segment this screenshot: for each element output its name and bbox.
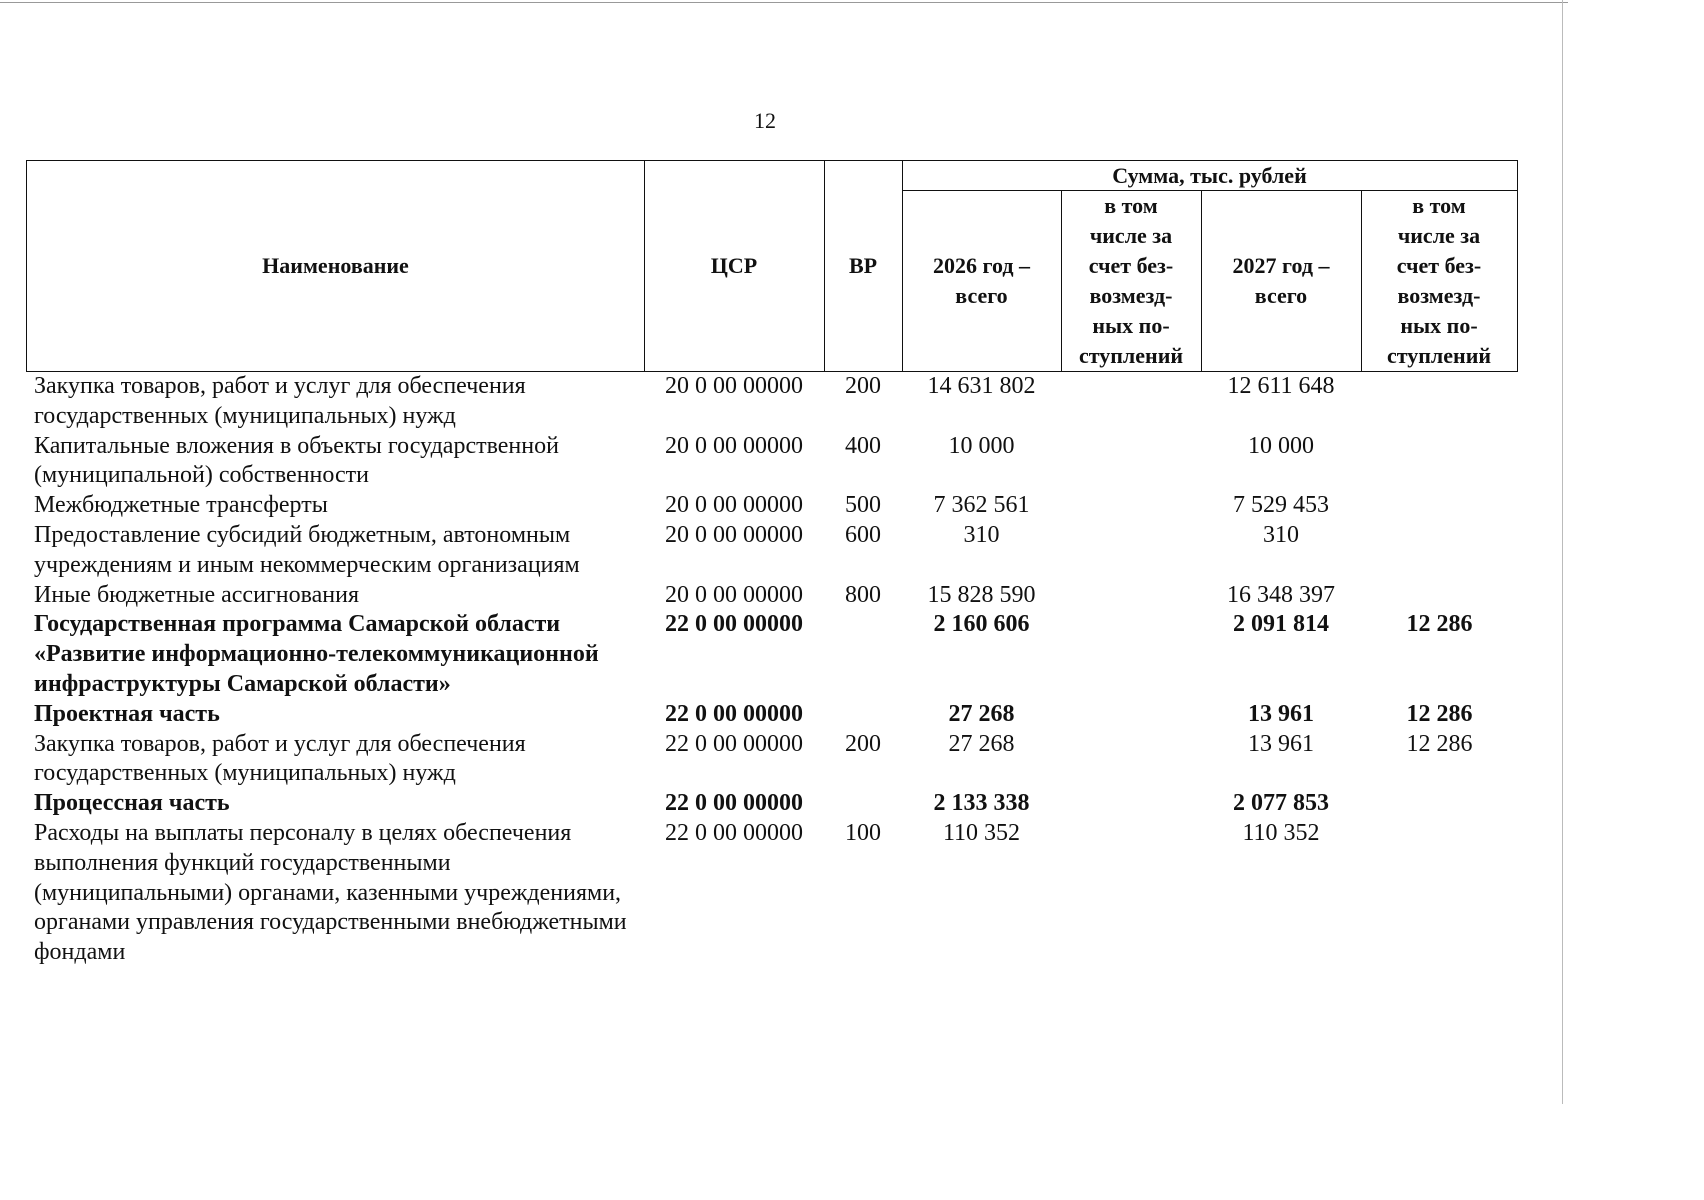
- row-2027-total: 310: [1263, 521, 1299, 548]
- row-2027-total: 16 348 397: [1227, 581, 1335, 608]
- row-2027-free: [1361, 789, 1518, 819]
- row-vr: 800: [845, 581, 881, 608]
- row-2027-free: 12 286: [1406, 700, 1473, 727]
- row-2026-total: 2 160 606: [933, 611, 1030, 638]
- row-vr: 200: [845, 730, 881, 757]
- row-name: Закупка товаров, работ и услуг для обеспечения государственных (муниципальных) нужд: [34, 373, 526, 429]
- row-2027-free: [1361, 819, 1518, 968]
- header-2027-total: 2027 год – всего: [1232, 253, 1330, 308]
- row-2026-free: [1061, 491, 1201, 521]
- row-2027-free: 12 286: [1406, 611, 1473, 638]
- row-name: Закупка товаров, работ и услуг для обеспечения государственных (муниципальных) нужд: [34, 730, 526, 787]
- row-vr: 100: [845, 819, 881, 846]
- table-row: [26, 581, 1518, 611]
- row-2027-free: [1361, 372, 1518, 432]
- row-2027-total: 2 091 814: [1233, 611, 1329, 638]
- row-2026-free: [1061, 432, 1201, 492]
- header-2026-total: 2026 год – всего: [933, 253, 1030, 308]
- row-2026-total: 110 352: [942, 819, 1021, 846]
- table-body: [26, 372, 1518, 968]
- row-2026-total: 15 828 590: [927, 581, 1036, 608]
- row-csr: 22 0 00 00000: [665, 790, 803, 817]
- table-row: [26, 730, 1518, 790]
- row-csr: 22 0 00 00000: [665, 819, 803, 846]
- row-2026-total: 10 000: [948, 432, 1015, 459]
- table-header: [26, 160, 1518, 372]
- table-row: [26, 700, 1518, 730]
- table-row: [26, 521, 1518, 581]
- scan-edge-top: [0, 2, 1568, 3]
- row-csr: 20 0 00 00000: [665, 373, 803, 399]
- row-vr: 400: [845, 432, 881, 459]
- row-2026-free: [1061, 521, 1201, 581]
- row-2027-free: [1361, 581, 1518, 611]
- row-name: Расходы на выплаты персоналу в целях обеспечения выполнения функций государственными (муниципальными) органами, казенными учреждениями, органами управления государственными внебюджетными фондами: [34, 819, 627, 966]
- row-2027-free: [1361, 432, 1518, 492]
- header-vr: ВР: [848, 253, 878, 278]
- table-row: [26, 491, 1518, 521]
- header-2027-free: в том числе за счет без- возмезд- ных по- ступлений: [1386, 193, 1492, 368]
- row-2027-total: 13 961: [1248, 700, 1314, 727]
- row-2027-free: 12 286: [1406, 730, 1473, 757]
- header-sum-group: Сумма, тыс. рублей: [1112, 163, 1307, 188]
- row-csr: 20 0 00 00000: [665, 581, 803, 608]
- row-vr: 600: [845, 521, 881, 548]
- row-2027-total: 13 961: [1248, 730, 1314, 757]
- table-row: [26, 789, 1518, 819]
- row-2026-total: 7 362 561: [933, 492, 1030, 519]
- header-csr: ЦСР: [710, 253, 758, 278]
- row-csr: 20 0 00 00000: [665, 492, 803, 519]
- page-number: 12: [754, 108, 776, 133]
- row-csr: 20 0 00 00000: [665, 521, 803, 548]
- row-2026-total: 310: [963, 521, 1000, 548]
- row-2027-free: [1361, 491, 1518, 521]
- row-2027-total: 110 352: [1242, 819, 1320, 846]
- row-2026-free: [1061, 581, 1201, 611]
- row-2027-total: 10 000: [1248, 432, 1314, 459]
- row-2026-free: [1061, 789, 1201, 819]
- header-2026-free: в том числе за счет без- возмезд- ных по- ступлений: [1078, 193, 1184, 368]
- row-name: Государственная программа Самарской области «Развитие информационно-телекоммуникационной инфраструктуры Самарской области»: [34, 611, 599, 697]
- row-2026-free: [1061, 819, 1201, 968]
- row-name: Предоставление субсидий бюджетным, автономным учреждениям и иным некоммерческим организациям: [34, 521, 580, 578]
- row-csr: 22 0 00 00000: [665, 730, 803, 757]
- row-2027-total: 12 611 648: [1227, 373, 1335, 399]
- row-2027-total: 2 077 853: [1233, 790, 1329, 817]
- row-2026-free: [1061, 610, 1201, 699]
- budget-table: [26, 372, 1518, 968]
- row-vr: [824, 610, 902, 699]
- row-2026-total: 27 268: [948, 700, 1015, 727]
- row-name: Межбюджетные трансферты: [34, 492, 328, 519]
- row-2026-free: [1061, 700, 1201, 730]
- row-vr: 500: [845, 492, 881, 519]
- table-row: [26, 432, 1518, 492]
- row-csr: 20 0 00 00000: [665, 432, 803, 459]
- row-2026-free: [1061, 372, 1201, 432]
- row-csr: 22 0 00 00000: [665, 700, 803, 727]
- row-2026-total: 27 268: [948, 730, 1015, 757]
- row-2027-total: 7 529 453: [1233, 492, 1329, 519]
- row-name: Капитальные вложения в объекты государственной (муниципальной) собственности: [34, 432, 559, 489]
- row-2026-total: 2 133 338: [933, 790, 1030, 817]
- row-name: Иные бюджетные ассигнования: [34, 581, 359, 608]
- row-2026-free: [1061, 730, 1201, 790]
- scan-edge-right: [1562, 0, 1563, 1104]
- table-row: [26, 610, 1518, 699]
- table-row: [26, 372, 1518, 432]
- row-2026-total: 14 631 802: [927, 373, 1036, 399]
- row-vr: 200: [845, 373, 881, 399]
- row-name: Проектная часть: [34, 700, 220, 727]
- row-2027-free: [1361, 521, 1518, 581]
- header-name: Наименование: [262, 253, 409, 278]
- row-name: Процессная часть: [34, 790, 230, 817]
- row-vr: [824, 789, 902, 819]
- row-vr: [824, 700, 902, 730]
- table-row: [26, 819, 1518, 968]
- row-csr: 22 0 00 00000: [665, 611, 803, 638]
